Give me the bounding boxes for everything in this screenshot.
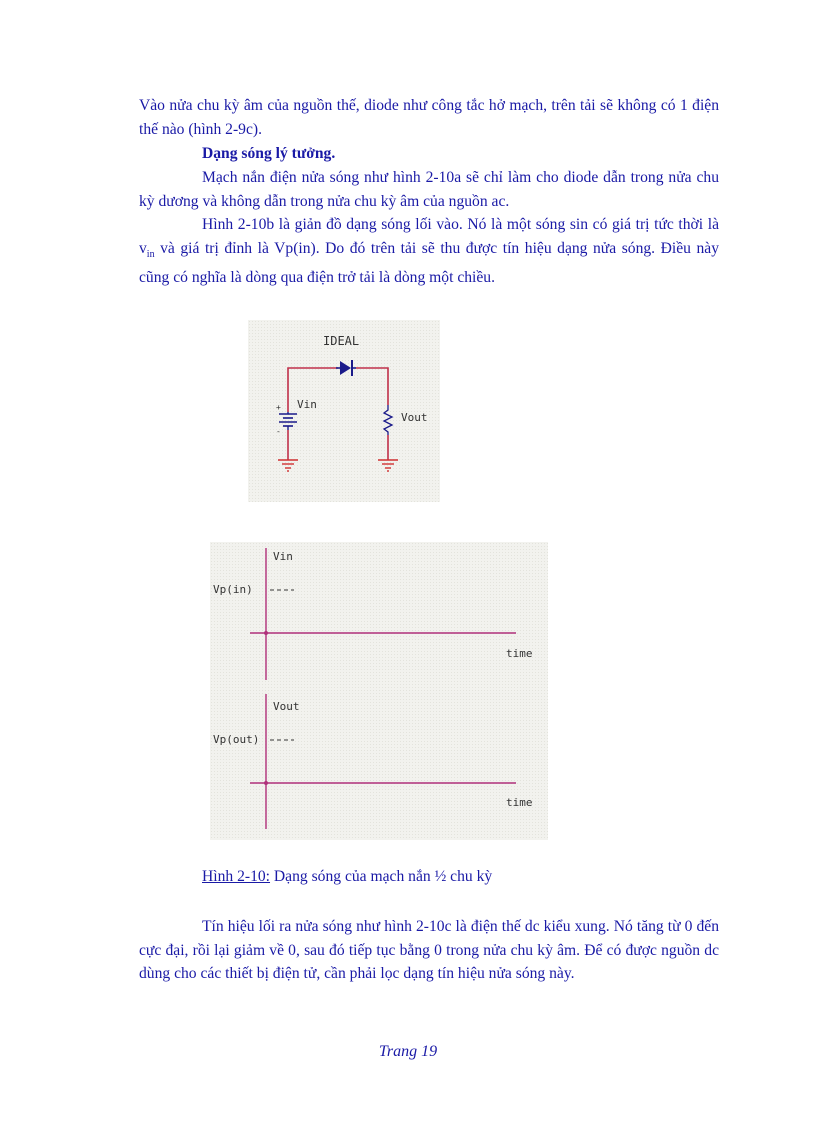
load-label: Vout: [401, 411, 428, 424]
resistor-icon: [384, 405, 392, 435]
section-heading: Dạng sóng lý tưởng.: [202, 145, 336, 162]
paragraph-half-wave-rectifier: Mạch nắn điện nửa sóng như hình 2-10a sẽ chỉ làm cho diode dẫn trong nửa chu kỳ dương và không dẫn trong nửa chu kỳ âm của nguồn ac.: [139, 169, 719, 210]
output-x-label: time: [506, 796, 533, 809]
paragraph-output-signal: Tín hiệu lối ra nửa sóng như hình 2-10c là điện thế dc kiểu xung. Nó tăng từ 0 đến cực đại, rồi lại giảm về 0, sau đó tiếp tục bằng 0 trong nửa chu kỳ âm. Để có được nguồn dc dùng cho các thiết bị điện tử, cần phải lọc dạng tín hiệu nửa sóng này.: [139, 918, 719, 983]
circuit-diagram: [248, 320, 440, 502]
ground-icon-right: [378, 460, 398, 471]
paragraph-negative-half-cycle: Vào nửa chu kỳ âm của nguồn thế, diode như công tắc hở mạch, trên tải sẽ không có 1 điện thế nào (hình 2-9c).: [139, 97, 719, 138]
p3-subscript: in: [146, 248, 155, 260]
source-minus: -: [276, 427, 281, 436]
source-label: Vin: [297, 398, 317, 411]
waveform-graphs: [210, 542, 548, 840]
output-graph: [213, 694, 533, 829]
p3-text-b: và giá trị đỉnh là Vp(in). Do đó trên tải sẽ thu được tín hiệu dạng nửa sóng. Điều này cũng có nghĩa là dòng qua điện trở tải là dòng một chiều.: [139, 239, 719, 287]
battery-icon: [279, 412, 297, 430]
input-peak-label: Vp(in): [213, 583, 253, 596]
output-peak-label: Vp(out): [213, 733, 260, 746]
paragraph-input-waveform: [139, 213, 719, 290]
output-y-label: Vout: [273, 700, 300, 713]
figure-caption: [202, 868, 492, 886]
output-origin: [264, 781, 268, 785]
input-graph: [213, 548, 533, 680]
caption-text: Dạng sóng của mạch nắn ½ chu kỳ: [270, 868, 493, 885]
diode-icon: [336, 360, 356, 376]
waveform-figure: [210, 542, 548, 840]
input-origin: [264, 631, 268, 635]
input-x-label: time: [506, 647, 533, 660]
p3-text-a: Hình 2-10b là giản đồ dạng sóng lối vào. Nó là một sóng sin có giá trị tức thời là v: [139, 216, 719, 257]
input-y-label: Vin: [273, 550, 293, 563]
diode-label: IDEAL: [323, 334, 360, 348]
wire-right: [356, 368, 388, 405]
caption-label: Hình 2-10:: [202, 868, 271, 885]
source-plus: +: [276, 403, 281, 412]
page-number: Trang 19: [378, 1043, 438, 1060]
ground-icon-left: [278, 460, 298, 471]
circuit-figure: [248, 320, 440, 502]
